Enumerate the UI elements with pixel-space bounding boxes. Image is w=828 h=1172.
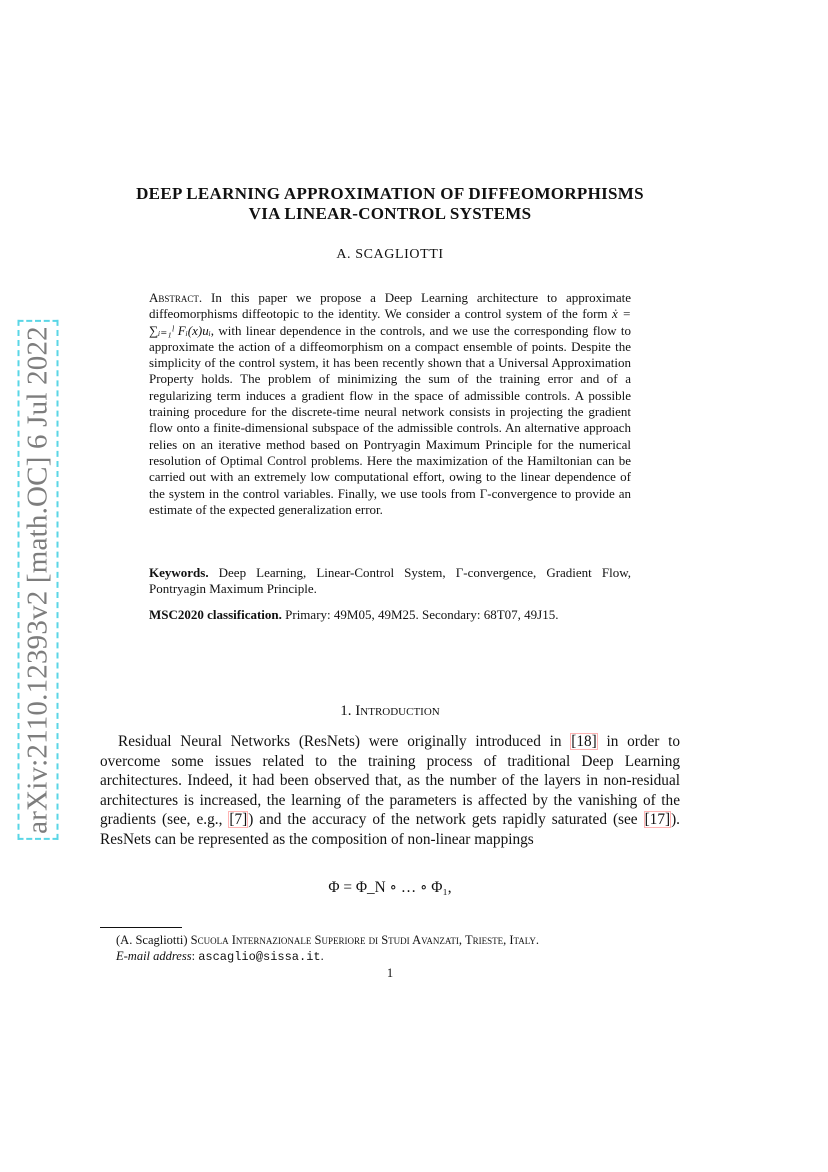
intro-text-1: Residual Neural Networks (ResNets) were originally introduced in xyxy=(118,733,571,750)
paper-title xyxy=(90,184,690,224)
arxiv-stamp-text[interactable]: arXiv:2110.12393v2 [math.OC] 6 Jul 2022 xyxy=(21,326,54,834)
abstract-formula: ẋ = ∑ᵢ₌₁ˡ Fᵢ(x)uᵢ xyxy=(149,306,632,338)
arxiv-stamp xyxy=(18,326,58,834)
intro-text-3: ) and the accuracy of the network gets rapidly saturated (see xyxy=(248,811,644,829)
title-line-1: DEEP LEARNING APPROXIMATION OF DIFFEOMORPHISMS xyxy=(136,184,644,203)
section-heading: 1. Introduction xyxy=(340,703,440,719)
affiliation xyxy=(100,932,680,948)
affiliation-name: (A. Scagliotti) xyxy=(116,933,191,947)
citation-link[interactable]: [17] xyxy=(644,811,671,829)
msc-label: MSC2020 classification. xyxy=(149,607,282,622)
email-end: . xyxy=(320,949,324,963)
abstract-text-2: , with linear dependence in the controls, and we use the corresponding flow to approximate the action of a diffeomorphism on a compact ensemble of points. Despite the simplicity of the control system, it has been recently shown that a Universal Approximation Property holds. The problem of minimizing the sum of the training error and of a regularizing term induces a gradient flow in the space of admissible controls. A possible training procedure for the discrete-time neural network consists in projecting the gradient flow onto a finite-dimensional subspace of the admissible controls. An alternative approach relies on an iterative method based on Pontryagin Maximum Principle for the numerical resolution of Optimal Control problems. Here the maximization of the Hamiltonian can be carried out with an extremely low computational effort, owing to the linear dependence of the system in the control variables. Finally, we use tools from Γ-convergence to provide an estimate of the expected generalization error. xyxy=(149,322,631,517)
footnote xyxy=(100,932,680,965)
intro-paragraph xyxy=(100,732,680,850)
abstract xyxy=(149,290,631,518)
msc-classification xyxy=(149,607,631,623)
keywords-label: Keywords. xyxy=(149,565,209,580)
title-line-2: VIA LINEAR-CONTROL SYSTEMS xyxy=(248,204,532,223)
email-address[interactable]: ascaglio@sissa.it xyxy=(198,950,321,964)
email-separator: : xyxy=(191,949,199,963)
author: A. SCAGLIOTTI xyxy=(336,247,444,262)
keywords xyxy=(149,565,631,598)
msc-text: Primary: 49M05, 49M25. Secondary: 68T07, 49J15. xyxy=(281,607,559,622)
equation: Φ = Φ_N ∘ … ∘ Φ₁, xyxy=(328,879,452,896)
email-line xyxy=(100,948,680,965)
intro-text-2: in order to overcome some issues related to the training process of traditional Deep Learning architectures. Indeed, it had been observed that, as the number of the layers in non-residual architectures is increased, the learning of the parameters is affected by the vanishing of the gradients (see, e.g., xyxy=(100,733,681,829)
introduction-text xyxy=(100,732,680,850)
email-label: E-mail address xyxy=(116,949,192,963)
citation-link[interactable]: [7] xyxy=(229,811,248,829)
keywords-text: Deep Learning, Linear-Control System, Γ-convergence, Gradient Flow, Pontryagin Maximum Principle. xyxy=(149,565,631,597)
footnote-rule xyxy=(100,927,182,928)
intro-text-4: ). ResNets can be represented as the composition of non-linear mappings xyxy=(100,811,680,848)
abstract-text-1: In this paper we propose a Deep Learning architecture to approximate diffeomorphisms diffeotopic to the identity. We consider a control system of the form xyxy=(149,290,631,322)
citation-link[interactable]: [18] xyxy=(571,733,597,750)
affiliation-institute: Scuola Internazionale Superiore di Studi Avanzati, Trieste, Italy. xyxy=(190,933,539,947)
page-number: 1 xyxy=(386,966,394,980)
abstract-heading: Abstract. xyxy=(149,290,203,305)
